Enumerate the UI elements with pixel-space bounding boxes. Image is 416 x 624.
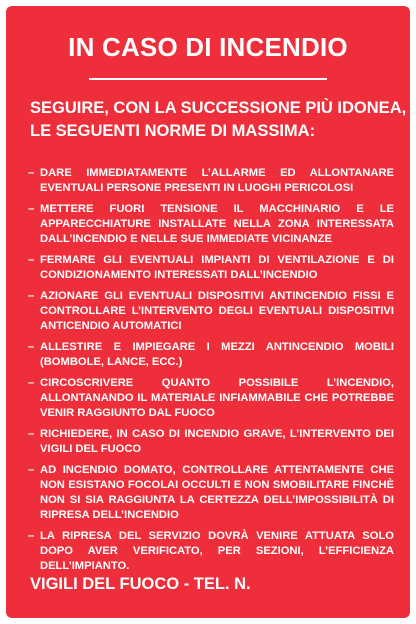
instruction-item: [28, 289, 394, 334]
bullet-dash: –: [28, 464, 35, 476]
instruction-item: [28, 376, 394, 421]
bullet-dash: –: [28, 167, 35, 179]
instruction-text: FERMARE GLI EVENTUALI IMPIANTI DI VENTILAZIONE E DI CONDIZIONAMENTO INTERESSATI DALL’INCENDIO: [40, 254, 394, 281]
instruction-item: [28, 340, 394, 370]
instruction-item: [28, 202, 394, 247]
instruction-item: [28, 427, 394, 457]
intro-line-2: LE SEGUENTI NORME DI MASSIMA:: [30, 122, 316, 140]
title-divider: [89, 78, 327, 80]
bullet-dash: –: [28, 341, 35, 353]
sign-title: IN CASO DI INCENDIO: [68, 32, 348, 62]
instruction-text: CIRCOSCRIVERE QUANTO POSSIBILE L’INCENDIO, ALLONTANANDO IL MATERIALE INFIAMMABILE CHE POTREBBE VENIR RAGGIUNTO DAL FUOCO: [40, 377, 394, 419]
instruction-text: AZIONARE GLI EVENTUALI DISPOSITIVI ANTINCENDIO FISSI E CONTROLLARE L’INTERVENTO DEGLI EVENTUALI DISPOSITIVI ANTICENDIO AUTOMATICI: [40, 290, 394, 332]
instruction-text: LA RIPRESA DEL SERVIZIO DOVRÀ VENIRE ATTUATA SOLO DOPO AVER VERIFICATO, PER SEZIONI, L’EFFICIENZA DELL’IMPIANTO.: [40, 530, 394, 572]
intro-text: [30, 97, 407, 143]
instruction-list: [28, 166, 394, 580]
instruction-item: [28, 166, 394, 196]
fire-brigade-phone-label: VIGILI DEL FUOCO - TEL. N.: [30, 575, 251, 593]
fire-safety-sign: [6, 6, 410, 618]
instruction-item: [28, 253, 394, 283]
bullet-dash: –: [28, 377, 35, 389]
bullet-dash: –: [28, 428, 35, 440]
instruction-text: ALLESTIRE E IMPIEGARE I MEZZI ANTINCENDIO MOBILI (BOMBOLE, LANCE, ECC.): [40, 341, 394, 368]
bullet-dash: –: [28, 254, 35, 266]
bullet-dash: –: [28, 530, 35, 542]
bullet-dash: –: [28, 290, 35, 302]
instruction-text: METTERE FUORI TENSIONE IL MACCHINARIO E LE APPARECCHIATURE INSTALLATE NELLA ZONA INTERESSATA DALL’INCENDIO E NELLE SUE IMMEDIATE VICINANZE: [40, 203, 394, 245]
instruction-text: AD INCENDIO DOMATO, CONTROLLARE ATTENTAMENTE CHE NON ESISTANO FOCOLAI OCCULTI E NON SMOBILITARE FINCHÈ NON SI SIA RAGGIUNTA LA CERTEZZA DELL’IMPOSSIBILITÀ DI RIPRESA DELL’INCENDIO: [40, 464, 394, 521]
instruction-item: [28, 529, 394, 574]
intro-line-1: SEGUIRE, CON LA SUCCESSIONE PIÙ IDONEA,: [30, 99, 407, 117]
bullet-dash: –: [28, 203, 35, 215]
instruction-text: RICHIEDERE, IN CASO DI INCENDIO GRAVE, L’INTERVENTO DEI VIGILI DEL FUOCO: [40, 428, 394, 455]
instruction-text: DARE IMMEDIATAMENTE L’ALLARME ED ALLONTANARE EVENTUALI PERSONE PRESENTI IN LUOGHI PERICOLOSI: [40, 167, 394, 194]
instruction-item: [28, 463, 394, 523]
